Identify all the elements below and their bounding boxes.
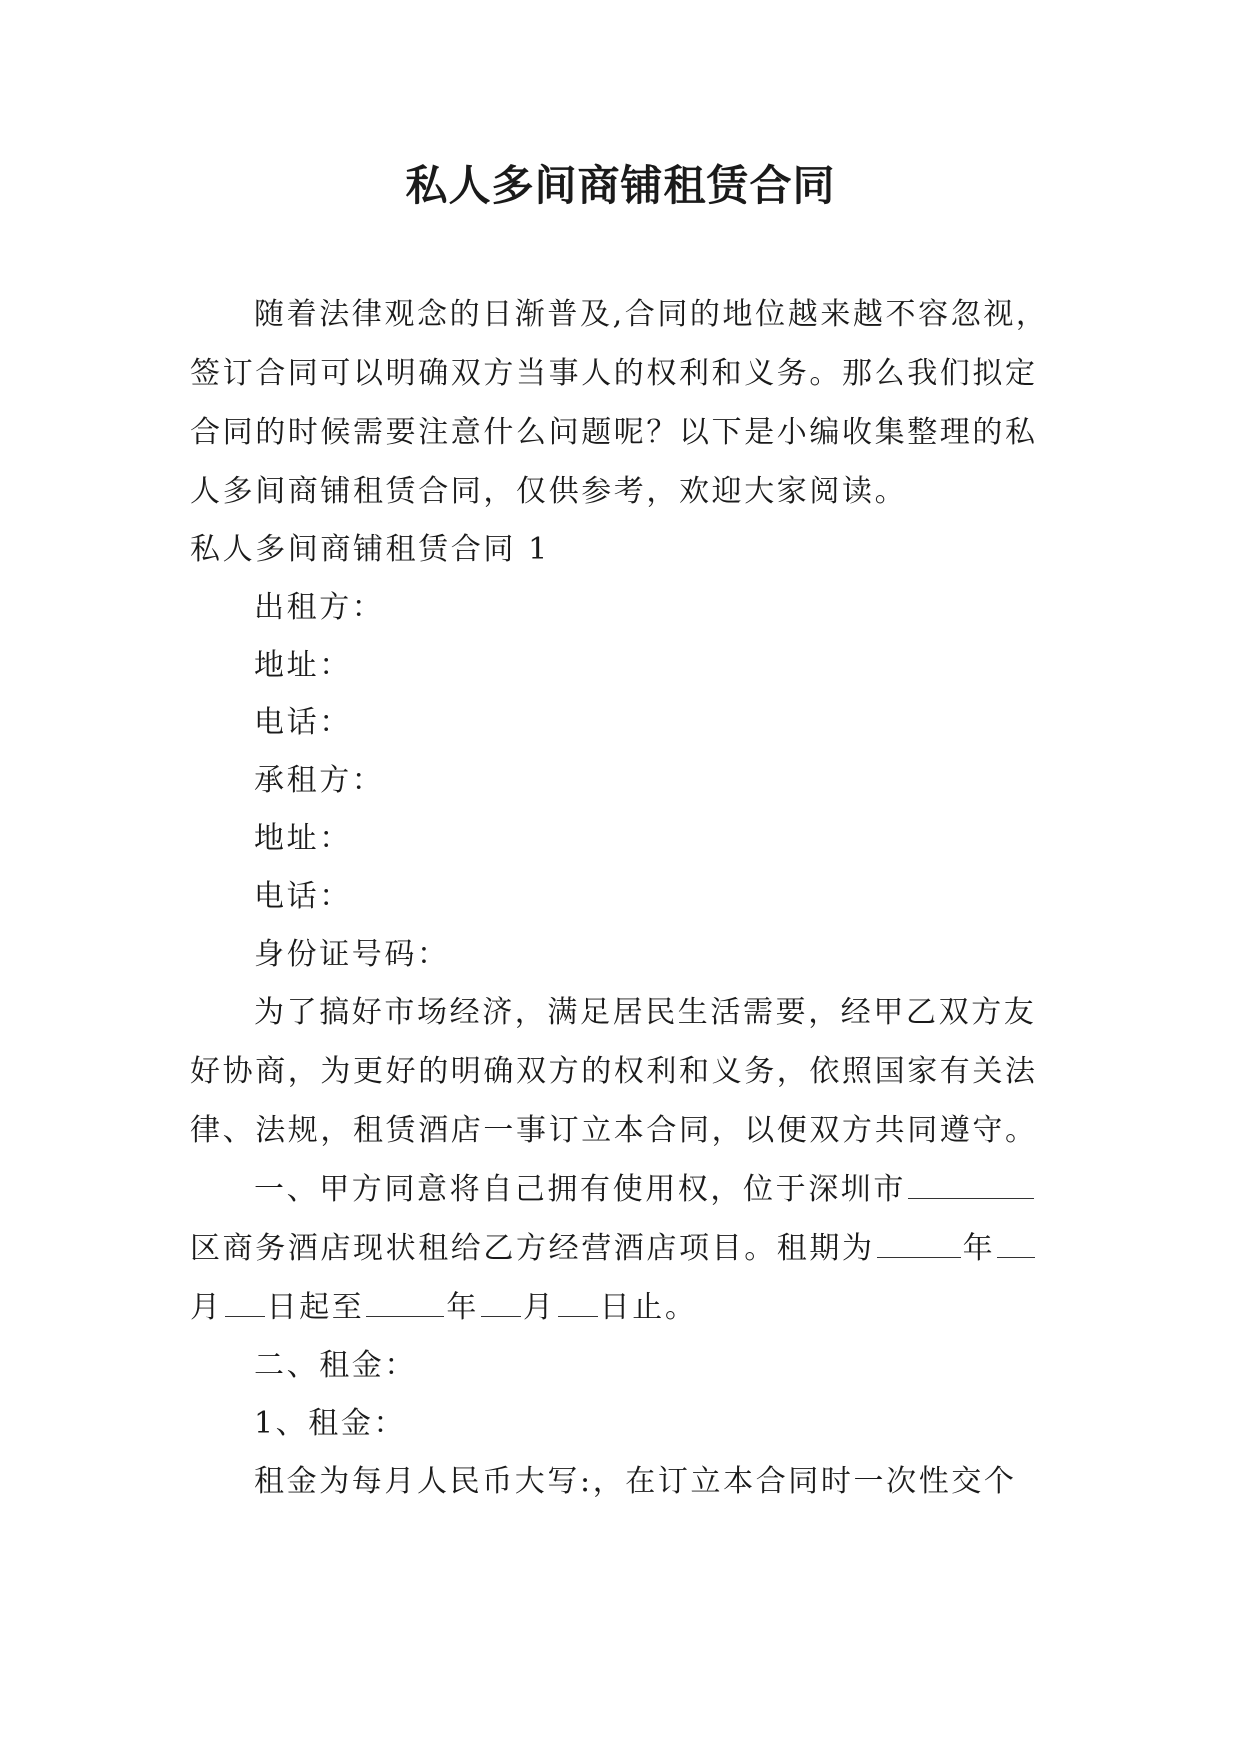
clause-2-text: 租金为每月人民币大写:，在订立本合同时一次性交个 [254, 1463, 1017, 1499]
clause-1-paragraph [190, 1160, 1060, 1337]
blank-end-year [366, 1286, 444, 1317]
section-heading: 私人多间商铺租赁合同 1 [190, 532, 550, 567]
clause-2-heading: 二、租金： [254, 1348, 417, 1384]
clause-1-day1: 日起至 [266, 1290, 365, 1326]
clause-1-year1: 年 [962, 1231, 996, 1267]
field-lessee-phone: 电话： [254, 878, 352, 914]
blank-end-month [481, 1286, 521, 1317]
document-title: 私人多间商铺租赁合同 [405, 161, 836, 210]
blank-start-month-a [997, 1227, 1035, 1258]
blank-end-day [558, 1286, 598, 1317]
clause-2-sub-heading: 1、租金： [254, 1406, 407, 1442]
field-lessor: 出租方： [254, 589, 385, 625]
clause-1-part2: 区商务酒店现状租给乙方经营酒店项目。租期为 [190, 1231, 875, 1267]
field-lessee: 承租方： [254, 763, 385, 799]
document-body [190, 285, 1060, 1511]
field-lessor-phone: 电话： [254, 705, 352, 741]
blank-district [908, 1168, 1034, 1199]
clause-1-day2: 日止。 [599, 1290, 698, 1326]
clause-1-month2: 月 [523, 1290, 556, 1326]
field-lessee-address: 地址： [254, 820, 352, 856]
field-lessor-address: 地址： [254, 647, 352, 683]
intro-paragraph: 随着法律观念的日渐普及,合同的地位越来越不容忽视，签订合同可以明确双方当事人的权利和义务。那么我们拟定合同的时候需要注意什么问题呢？以下是小编收集整理的私人多间商铺租赁合同，仅供参考，欢迎大家阅读。 [190, 297, 1049, 509]
field-id-number: 身份证号码： [254, 936, 450, 972]
clause-1-part1: 一、甲方同意将自己拥有使用权，位于深圳市 [254, 1172, 906, 1208]
clause-1-year2: 年 [446, 1290, 480, 1326]
blank-start-day [225, 1286, 265, 1317]
clause-1-month1: 月 [190, 1290, 223, 1326]
preamble-paragraph: 为了搞好市场经济，满足居民生活需要，经甲乙双方友好协商，为更好的明确双方的权利和义务，依照国家有关法律、法规，租赁酒店一事订立本合同，以便双方共同遵守。 [190, 995, 1038, 1149]
blank-start-year [877, 1227, 961, 1258]
